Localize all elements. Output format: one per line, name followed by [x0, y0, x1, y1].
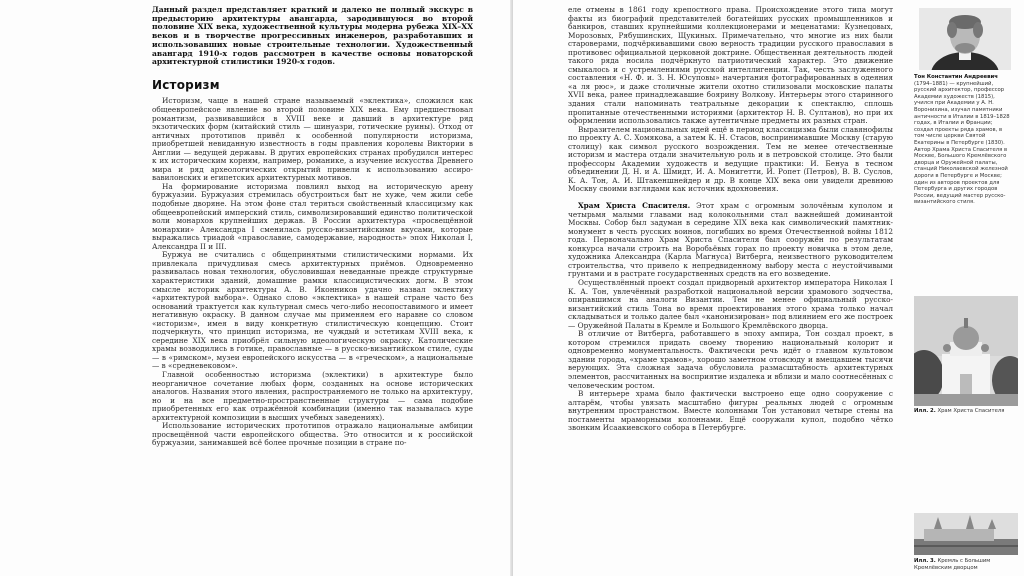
body-paragraph: Главной особенностью историзма (эклектики) в архитектуре было неорганичное сочетание любых форм, созданных на основе исторических аналогов. Названия этого явления, распространяемого не только на архитектуру, но и на все предметно-пространственные структуры — сама подобие приобретенных его как отражённой комбинации (именно так называлась куре архитектурной композиции в высших учебных заведениях). [152, 369, 473, 422]
figure-kremlin-caption [914, 558, 1010, 572]
figure-caption: Храм Христа Спасителя [937, 408, 1005, 414]
figure-kremlin [914, 513, 1018, 555]
section-heading: Историзм [152, 77, 220, 92]
body-paragraph: На формирование историзма повлиял выход на историческую арену буржуазии. Буржуазия стремилась обустроиться быт не хуже, чем жили себе подобные дворяне. На этом фоне стал теряться свойственный классицизму как общеевропейский имперский стиль, символизировавший единство политической воли монархов крупнейших держав. В России архитектура «просвещённой монархии» Александра I сменилась русско-византийскими вкусами, которые выражались триадой «православие, самодержавие, народность» эпох Николая I, Александра II и III. [152, 181, 473, 251]
body-paragraph: В отличие от Витберга, работавшего в эпоху ампира, Тон создал проект, в котором стремился придать своему творению национальный колорит и одновременно монументальность. Фактически речь идёт о главном культовом здании города, «храме храмов», хорошо заметном отовсюду и вмещавшем тысячи верующих. Эта сложная задача обусловила размасштабность архитектурных элементов, рассчитанных на восприятие издалека и вблизи и мало соотнесённых с человеческим ростом. [568, 329, 893, 390]
portrait-photo [919, 8, 1011, 70]
figure-label: Илл. 3. [914, 558, 936, 564]
body-paragraph: Историзм, чаще в нашей стране называемый «эклектика», сложился как общеевропейское явление во второй половине XIX века. Ему предшествовал романтизм, развивавшийся в XVIII веке и давший в архитектуре ряд экзотических форм (китайский стиль — шинуазри, готические руины). Отход от античных прототипов привёл к особенной популярности историзма, приобретшей невиданную известность в годы правления королевы Виктории в Англии — ведущей державы. В других европейских странах пробудился интерес к их историческим корням, например, романике, а изучение искусства Древнего мира и ряд археологических открытий привели к использованию ассиро-вавилонских и египетских архитектурных мотивов. [152, 96, 473, 183]
figure-cathedral-caption [914, 408, 1010, 418]
right-column [568, 6, 893, 574]
kremlin-image [914, 513, 1018, 555]
portrait-caption-text: (1794–1881) — крупнейший, русский архитектор, профессор Академии художеств (1815), учился при Академии у А. Н. Воронихина, изучал памятники античности в Италии в 1819–1828 годах, в Италии и Франции; создал проекты ряда храмов, в том числе церкви Святой Екатерины в Петербурге (1830). Автор Храма Христа Спасителя в Москве, Большого Кремлёвского дворца и Оружейной палаты, станций Николаевской железной дороги в Петербурге и Москве; один из авторов проектов для Петербурга и других городов России, ведущий мастер русско-византийского стиля. [914, 80, 1010, 206]
body-paragraph-runin [568, 202, 893, 279]
portrait-caption [914, 74, 1010, 244]
cathedral-image [914, 296, 1018, 406]
portrait-caption-name: Тон Константин Андреевич [914, 74, 998, 80]
body-paragraph: Использование исторических прототипов отражало национальные амбиции просвещённой части европейского общества. Это относится и к российской буржуазии, занимавшей всё более прочные позиции в стране по- [152, 421, 473, 448]
figure-cathedral [914, 296, 1018, 406]
body-paragraph: Осуществлённый проект создал придворный архитектор императора Николая I К. А. Тон, увлечённый разработкой национальной версии храмового зодчества, опиравшимся на аналоги Византии. Тем не менее официальный русско-византийский стиль Тона во время проектирования этого храма только начал складываться и только далее был «канонизирован» под влиянием его же построек — Оружейной Палаты в Кремле и Большого Кремлёвского дворца. [568, 277, 893, 330]
figure-label: Илл. 2. [914, 408, 936, 414]
runin-text: Этот храм с огромным золочёным куполом и четырьмя малыми главами над колокольнями стал важнейшей доминантой Москвы. Собор был задуман в середине XIX века как символический памятник-монумент в честь русских воинов, погибших во время Отечественной войны 1812 года. Первоначально Храм Христа Спасителя был сооружён по результатам конкурса начали строить на Воробьёвых горах по проекту новичка в этом деле, художника Александра (Карла Магнуса) Витберга, неизвестного руководителем строительства, что привело к непредвиденному выбору места с неустойчивыми грунтами и в растрате государственных средств на его возведение. [568, 201, 893, 279]
body-paragraph: В интерьере храма было фактически выстроено еще одно сооружение с алтарём, чтобы увязать масштабно фигуры реальных людей с огромным внутренним пространством. Вместе колоннами Тон установил четыре стены на постаменты мраморными колоннами. Ещё сооружали купол, подобно чётко звонким Исаакиевского собора в Петербурге. [568, 389, 893, 433]
figure-caption: Кремль с Большим Кремлёвским дворцом [914, 558, 991, 571]
body-paragraph: Буржуа не считались с общепринятыми стилистическими нормами. Их привлекала причудливая смесь архитектурных приёмов. Одновременно развивалась новая технология, обусловившая неведанные прежде структурные характеристики зданий, домашние рамки классицистических догм. В этом смысле историк архитектуры А. В. Иконников удачно назвал эклектику «архитектурой выбора». Однако слово «эклектика» в нашей стране часто без оснований трактуется как культурная смесь чего-либо несопоставимого и имеет негативную окраску. В данном случае мы применяем его наравне со словом «историзм», имея в виду конкретную стилистическую концепцию. Стоит подчеркнуть, что принцип историзма, не чуждый и эстетикам XVIII века, к середине XIX века приобрёл сильную идеологическую окраску. Католические храмы возводились в готике, православные — в русско-византийском стиле, суды — в «римском», музеи европейского искусства — в «греческом», а национальные — в «средневековом». [152, 250, 473, 371]
intro-paragraph: Данный раздел представляет краткий и далеко не полный экскурс в предысторию архитектуры авангарда, зародившуюся во второй половине XIX века, художественной культуры модерна рубежа XIX–XX веков и в творчестве прогрессивных инженеров, разработавших и использовавших новые строительные технологии. Художественный авангард 1910-х годов рассмотрен в качестве основы новаторской архитектурной стилистики 1920-х годов. [152, 6, 473, 67]
left-column [152, 6, 473, 574]
runin-heading: Храм Христа Спасителя. [578, 201, 691, 211]
portrait-image [919, 8, 1011, 70]
body-paragraph: еле отмены в 1861 году крепостного права. Происхождение этого типа могут факты из биографий представителей богатейших русских промышленников и банкиров, ставших крупнейшими коллекционерами и меценатами: Кузнецовых, Морозовых, Рябушинских, Щукиных. Примечательно, что многие из них были староверами, подчёркивавшими свою верность традиции русского православия в противовес официальной церковной доктрине. Общественная деятельность людей такого ряда носила подчёркнуто патриотический характер. Это движение смыкалось и с устремлениями русской интеллигенции. Так, честь заслуженного составления «Н. Ф. и. З. Н. Юсуповы» начертания фотографированных в одеяния «а ля рюс», и даже столичные жители охотно стилизовали московские палаты XVII века, ранее принадлежавшие боярину Волкову. Интерьеры этого старинного здания стали напоминать театральные декорации к спектаклю, сплошь пропитанные отечественными историями (архитектор Н. В. Султанов), но при их оформлении использовались также аутентичные предметы их разных стран. [568, 6, 893, 126]
body-paragraph: Выразителем национальных идей ещё в период классицизма были славянофилы по проекту А. С. Хомякова, а затем К. Н. Стасов, воспринимавшие Москву (старую столицу) как символ русского возрождения. Тем не менее отечественные историзм и мастера отдали значительную роль и в петровской столице. Это были профессоры Академии художеств и ведущие практики: И. Бенуа в тесном объединении Д. Н. и А. Шмидт, И. А. Монигетти, И. Ропет (Петров), В. В. Суслов, К. А. Тон, А. И. Штакеншнейдер и др. В конце XIX века они увидели древнюю Москву своими взглядами как источник вдохновения. [568, 124, 893, 194]
